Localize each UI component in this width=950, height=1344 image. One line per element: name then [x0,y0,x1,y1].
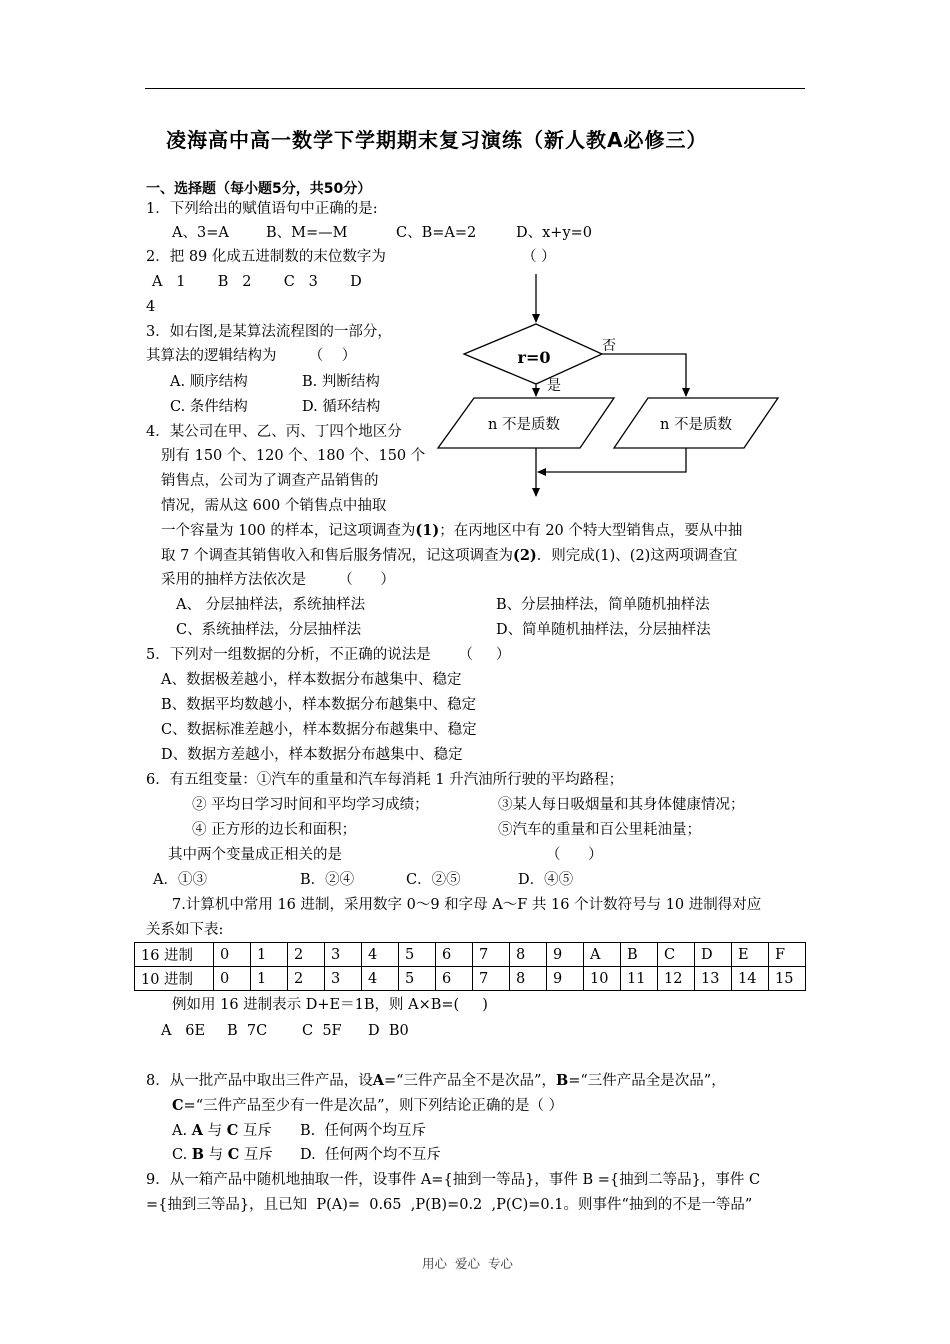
q4-survey2: (2) [512,547,537,564]
hex-cell: A [584,943,621,967]
top-rule [145,88,805,89]
page-title: 凌海高中高一数学下学期期末复习演练（新人教A必修三） [166,128,708,152]
q7-option-c: C 5F [302,1023,342,1039]
q7-option-a: A 6E [161,1023,206,1039]
no-branch-label: 否 [602,338,616,354]
hex-cell: C [658,943,695,967]
q8-line2-rest: =“三件产品至少有一件是次品”，则下列结论正确的是（ ） [183,1098,564,1114]
q8-option-b: B. 任何两个均互斥 [300,1123,426,1139]
no-arrow [602,354,686,396]
q6-item4: ④ 正方形的边长和面积； [192,822,357,838]
hex-cell: 0 [214,943,251,967]
hex-row [135,943,806,967]
q8-event-a: A [372,1072,384,1089]
q3-option-a: A. 顺序结构 [170,374,248,390]
hex-cell: 2 [288,943,325,967]
hex-cell: 8 [510,943,547,967]
q9-line2: ={抽到三等品}，且已知 P(A)= 0.65 ,P(B)=0.2 ,P(C)=0.1。则事件“抽到的不是一等品” [146,1197,753,1213]
q7-example: 例如用 16 进制表示 D+E＝1B，则 A×B=( ) [172,997,488,1013]
q2-options: A 1 B 2 C 3 D [152,274,362,290]
q8-option-c-prefix: C. [172,1147,192,1163]
merge-arrow [538,448,686,472]
q8-option-c-suffix: 互斥 [239,1147,273,1163]
dec-row-label: 10 进制 [135,967,214,991]
q4-line7: 采用的抽样方法依次是 （ ） [161,572,395,588]
dec-row [135,967,806,991]
q3-line2: 其算法的逻辑结构为 （ ） [146,348,357,364]
q6-item2: ② 平均日学习时间和平均学习成绩； [192,797,429,813]
q6-item5: ⑤汽车的重量和百公里耗油量； [498,822,701,838]
hex-cell: 4 [362,943,399,967]
q3-option-c: C. 条件结构 [170,399,248,415]
q8-line1-b: =“三件产品全不是次品”， [384,1073,556,1089]
base-conversion-table [134,942,806,991]
hex-cell: 5 [399,943,436,967]
q5-stem: 5．下列对一组数据的分析，不正确的说法是 （ ） [146,647,511,663]
q8-line1 [146,1071,726,1091]
hex-cell: 1 [251,943,288,967]
hex-cell: B [621,943,658,967]
hex-cell: E [732,943,769,967]
hex-row-label: 16 进制 [135,943,214,967]
decision-condition: r=0 [517,348,551,367]
q8-event-c: C [172,1097,184,1114]
q5-option-a: A、数据极差越小，样本数据分布越集中、稳定 [161,672,462,688]
q7-line2: 关系如下表: [146,922,224,938]
q6-item3: ③某人每日吸烟量和其身体健康情况； [498,797,745,813]
q4-line6-post: ．则完成(1)、(2)这两项调查宜 [536,548,738,564]
q8-line2 [172,1096,563,1116]
dec-cell: 10 [584,967,621,991]
q6-stem: 6．有五组变量：①汽车的重量和汽车每消耗 1 升汽油所行驶的平均路程； [146,772,624,788]
dec-cell: 3 [325,967,362,991]
q6-option-b: B．②④ [300,872,355,888]
hex-cell: F [769,943,806,967]
q8-option-a [172,1121,272,1141]
dec-cell: 11 [621,967,658,991]
q1-stem: 1．下列给出的赋值语句中正确的是: [146,201,378,217]
dec-cell: 13 [695,967,732,991]
dec-cell: 8 [510,967,547,991]
q4-line6 [161,546,737,566]
q6-question: 其中两个变量成正相关的是 [168,847,342,863]
q8-option-a-event-a: A [191,1122,203,1139]
flowchart [430,268,732,504]
q4-line4: 情况，需从这 600 个销售点中抽取 [161,498,387,514]
q4-line5-post: ；在丙地区中有 20 个特大型销售点，要从中抽 [439,523,743,539]
hex-cell: D [695,943,732,967]
q4-option-d: D、简单随机抽样法，分层抽样法 [496,622,711,638]
dec-cell: 6 [436,967,473,991]
yes-branch-label: 是 [547,378,561,394]
q5-option-d: D、数据方差越小，样本数据分布越集中、稳定 [161,747,463,763]
q6-option-d: D．④⑤ [518,872,574,888]
q8-option-c-mid: 与 [204,1147,228,1163]
q8-option-c-event-b: B [191,1146,205,1163]
q8-line1-c: =“三件产品全是次品”， [568,1073,726,1089]
dec-cell: 0 [214,967,251,991]
q4-line1: 4．某公司在甲、乙、丙、丁四个地区分 [146,424,402,440]
q7-option-d: D B0 [368,1023,409,1039]
q1-option-b: B、M=—M [266,225,348,241]
q1-option-a: A、3=A [172,225,229,241]
q4-line5 [161,521,742,541]
hex-cell: 9 [547,943,584,967]
dec-cell: 1 [251,967,288,991]
hex-cell: 6 [436,943,473,967]
q8-option-c-event-c: C [227,1146,240,1163]
dec-cell: 7 [473,967,510,991]
q8-option-d: D. 任何两个均不互斥 [300,1147,441,1163]
q8-option-c [172,1145,273,1165]
dec-cell: 9 [547,967,584,991]
process-box-right-label: n 不是质数 [660,417,732,433]
q3-option-d: D. 循环结构 [302,399,381,415]
q4-line2: 别有 150 个、120 个、180 个、150 个 [161,448,426,464]
section-heading: 一、选择题（每小题5分，共50分） [146,181,372,197]
q2-paren: （ ） [522,249,556,265]
q3-option-b: B. 判断结构 [302,374,380,390]
q8-event-b: B [555,1072,569,1089]
q9-line1: 9．从一箱产品中随机地抽取一件，设事件 A={抽到一等品}，事件 B ={抽到二等品}，事件 C [146,1172,761,1188]
q4-option-b: B、分层抽样法，简单随机抽样法 [496,597,710,613]
q2-option-tail: 4 [146,299,156,315]
q7-line1: 7.计算机中常用 16 进制，采用数字 0～9 和字母 A～F 共 16 个计数符号与 10 进制得对应 [172,897,762,913]
q8-option-a-suffix: 互斥 [238,1123,272,1139]
page-footer: 用心 爱心 专心 [422,1256,513,1271]
q5-option-b: B、数据平均数越小，样本数据分布越集中、稳定 [161,697,477,713]
q4-survey1: (1) [415,522,440,539]
q6-option-a: A．①③ [153,872,207,888]
q3-line1: 3．如右图,是某算法流程图的一部分， [146,324,392,340]
dec-cell: 5 [399,967,436,991]
q8-option-a-prefix: A. [172,1123,192,1139]
q4-line3: 销售点，公司为了调查产品销售的 [161,473,379,489]
process-box-left-label: n 不是质数 [488,417,560,433]
q4-line6-pre: 取 7 个调查其销售收入和售后服务情况，记这项调查为 [161,548,513,564]
q8-option-a-event-c: C [226,1122,239,1139]
q4-line5-pre: 一个容量为 100 的样本，记这项调查为 [161,523,416,539]
dec-cell: 2 [288,967,325,991]
q4-option-a: A、 分层抽样法，系统抽样法 [176,597,366,613]
hex-cell: 3 [325,943,362,967]
dec-cell: 12 [658,967,695,991]
q6-option-c: C．②⑤ [406,872,461,888]
q8-line1-a: 8．从一批产品中取出三件产品，设 [146,1073,373,1089]
dec-cell: 4 [362,967,399,991]
q1-option-c: C、B=A=2 [396,225,477,241]
dec-cell: 15 [769,967,806,991]
q2-stem: 2．把 89 化成五进制数的末位数字为 [146,249,386,265]
hex-cell: 7 [473,943,510,967]
q4-option-c: C、系统抽样法，分层抽样法 [176,622,362,638]
q5-option-c: C、数据标准差越小，样本数据分布越集中、稳定 [161,722,477,738]
q6-paren: （ ） [546,847,603,863]
q7-option-b: B 7C [227,1023,268,1039]
dec-cell: 14 [732,967,769,991]
q1-option-d: D、x+y=0 [516,225,593,241]
q8-option-a-mid: 与 [202,1123,227,1139]
